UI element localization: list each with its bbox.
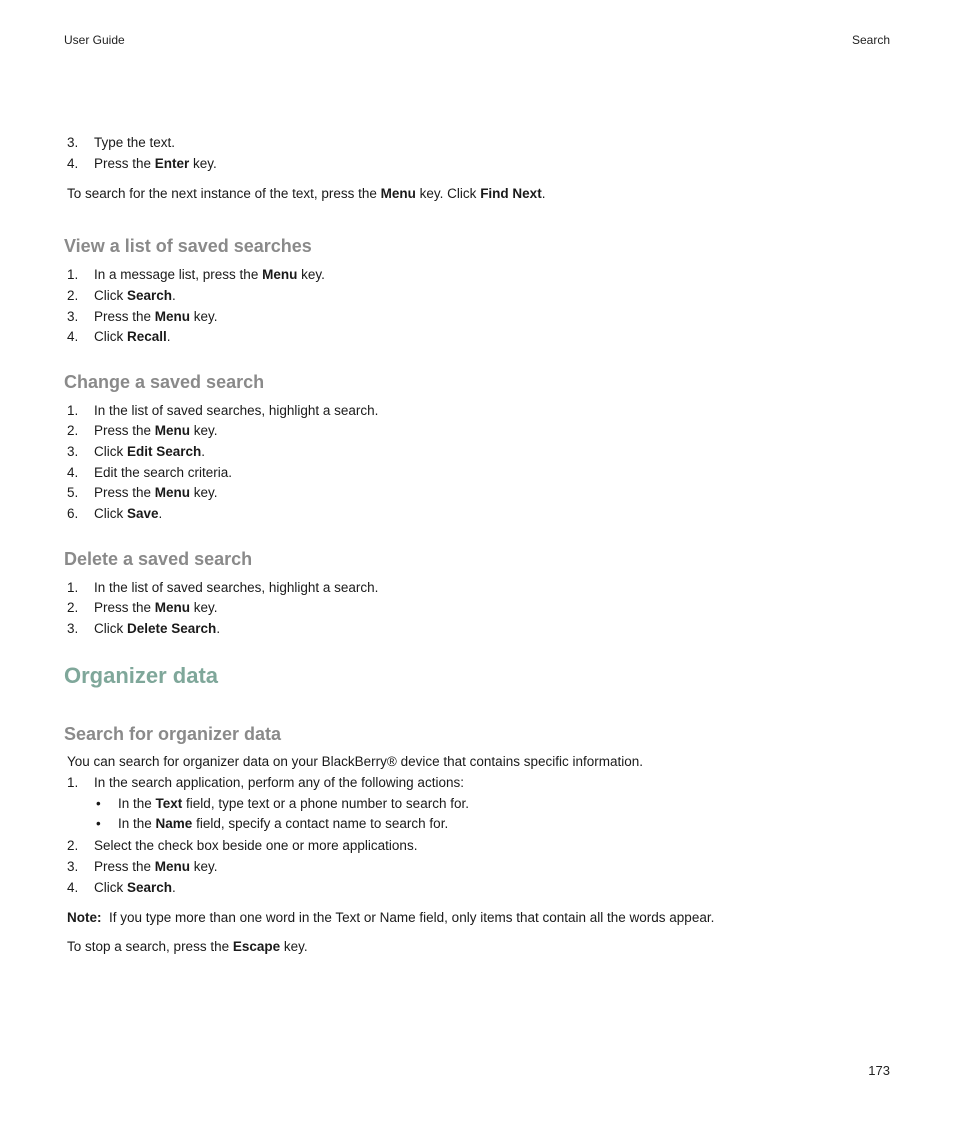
list-item: 3. Press the Menu key.: [67, 309, 218, 324]
paragraph: To stop a search, press the Escape key.: [67, 939, 308, 954]
list-item: 2. Press the Menu key.: [67, 600, 218, 615]
list-item: 4. Click Search.: [67, 880, 176, 895]
section-heading: Delete a saved search: [64, 549, 253, 569]
list-item: 4. Click Recall.: [67, 329, 171, 344]
list-item: 6. Click Save.: [67, 506, 163, 521]
note: Note: If you type more than one word in the Text or Name field, only items that contain all the words appear.: [67, 910, 715, 925]
running-header-left: User Guide: [64, 33, 125, 47]
running-header-right: Search: [851, 33, 890, 47]
list-item: 4. Press the Enter key.: [67, 156, 217, 171]
list-item: 1. In the list of saved searches, highlight a search.: [67, 580, 379, 595]
list-item: 1. In a message list, press the Menu key.: [67, 267, 325, 282]
list-item: 1. In the search application, perform any of the following actions:: [67, 775, 464, 790]
bullet-item: •In the Text field, type text or a phone number to search for.: [67, 795, 469, 813]
list-item: 3. Press the Menu key.: [67, 859, 218, 874]
list-item: 5. Press the Menu key.: [67, 485, 218, 500]
list-item: 2. Click Search.: [67, 288, 176, 303]
list-item: 3. Click Edit Search.: [67, 444, 206, 459]
list-item: 3. Click Delete Search.: [67, 621, 221, 636]
list-item: 2. Select the check box beside one or more applications.: [67, 838, 418, 853]
section-heading: Search for organizer data: [64, 724, 282, 744]
paragraph: To search for the next instance of the text, press the Menu key. Click Find Next.: [67, 186, 546, 201]
list-item: 2. Press the Menu key.: [67, 423, 218, 438]
list-item: 1. In the list of saved searches, highlight a search.: [67, 403, 379, 418]
list-item: 4. Edit the search criteria.: [67, 465, 233, 480]
paragraph: You can search for organizer data on your BlackBerry® device that contains specific information.: [67, 754, 643, 769]
section-heading: View a list of saved searches: [64, 236, 312, 256]
list-item: 3. Type the text.: [67, 135, 176, 150]
chapter-title: Organizer data: [64, 663, 219, 688]
section-heading: Change a saved search: [64, 372, 265, 392]
bullet-item: •In the Name field, specify a contact name to search for.: [67, 815, 448, 833]
page-number: 173: [868, 1063, 890, 1078]
